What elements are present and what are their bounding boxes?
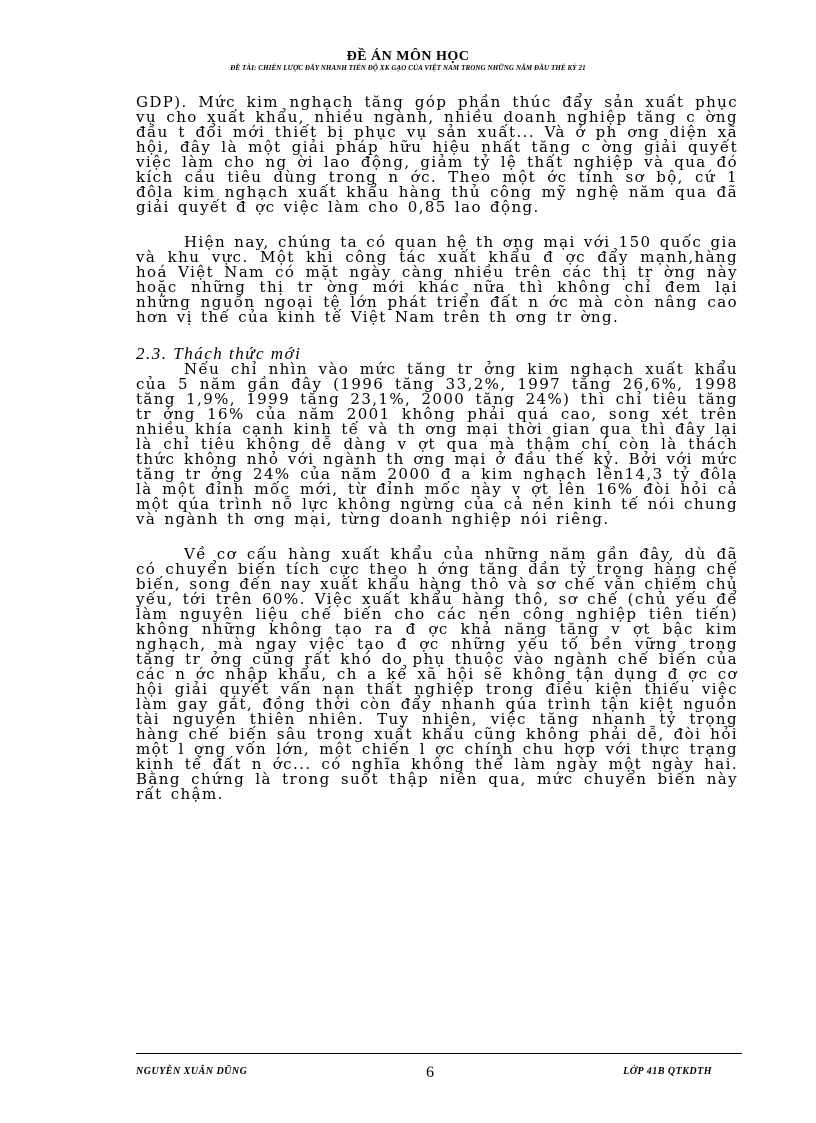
paragraph-3: Nếu chỉ nhìn vào mức tăng tr ởng kim nghạch xuất khẩu của 5 năm gần đây (1996 tăng 33,2%, 1997 tăng 26,6%, 1998 tăng 1,9%, 1999 tăng 23,1%, 2000 tăng 24%) thì chỉ tiêu tăng tr ởng 16% của năm 2001 không phải quá cao, song xét trên nhiều khía cạnh kinh tế và th ơng mại thời gian qua thì đây lại là chỉ tiêu không dễ dàng v ợt qua mà thậm chí còn là thách thức không nhỏ với ngành th ơng mại ở đầu thế kỷ. Bởi với mức tăng tr ởng 24% của năm 2000 đ a kim nghạch lên14,3 tỷ đôla là một đỉnh mốc mới, từ đỉnh mốc này v ợt lên 16% đòi hỏi cả một qúa trình nỗ lực không ngừng của cả nền kinh tế nói chung và ngành th ơng mại, từng doanh nghiệp nói riêng. bbox=[136, 360, 738, 528]
paragraph-gap bbox=[136, 527, 738, 547]
header-title: ĐỀ ÁN MÔN HỌC bbox=[346, 49, 470, 64]
page-number: 6 bbox=[426, 1064, 434, 1081]
header-subtitle: ĐỀ TÀI: CHIẾN LƯỢC ĐẨY NHANH TIẾN ĐỘ XK GẠO CỦA VIỆT NAM TRONG NHỮNG NĂM ĐẦU THẾ KỶ 21 bbox=[230, 64, 586, 72]
paragraph-2: Hiện nay, chúng ta có quan hệ th ơng mại với 150 quốc gia và khu vực. Một khi công tác xuất khẩu đ ợc đẩy mạnh,hàng hoá Việt Nam có mặt ngày càng nhiều trên các thị tr ờng này hoặc những thị tr ờng mới khác nữa thì không chỉ đem lại những nguồn ngoại tệ lớn phát triển đất n ớc mà còn nâng cao hơn vị thế của kinh tế Việt Nam trên th ơng tr ờng. bbox=[136, 233, 738, 326]
page-footer bbox=[136, 1064, 742, 1082]
paragraph-gap bbox=[136, 215, 738, 235]
paragraph-gap bbox=[136, 325, 738, 345]
paragraph-4: Về cơ cấu hàng xuất khẩu của những năm gần đây, dù đã có chuyển biến tích cực theo h ớng tăng dần tỷ trọng hàng chế biến, song đến nay xuất khẩu hàng thô và sơ chế vẫn chiếm chủ yếu, tới trên 60%. Việc xuất khẩu hàng thô, sơ chế (chủ yếu để làm nguyên liệu chế biến cho các nền công nghiệp tiên tiến) không những không tạo ra đ ợc khả năng tăng v ợt bậc kim nghạch, mà ngay việc tạo đ ợc những yếu tố bền vững trong tăng tr ởng cũng rất khó do phụ thuộc vào ngành chế biến của các n ớc nhập khẩu, ch a kể xã hội sẽ không tận dụng đ ợc cơ hội giải quyết vấn nạn thất nghiệp trong điều kiện thiếu việc làm gay gắt, đồng thời còn đẩy nhanh qúa trình tận kiệt nguồn tài nguyên thiên nhiên. Tuy nhiên, việc tăng nhanh tỷ trọng hàng chế biến sâu trong xuất khẩu cũng không phải dễ, đòi hỏi một l ợng vốn lớn, một chiến l ợc chính chu hợp với thực trạng kinh tế đất n ớc... có nghĩa không thể làm ngày một ngày hai. Bằng chứng là trong suốt thập niên qua, mức chuyển biến này rất chậm. bbox=[136, 545, 738, 803]
footer-author: NGUYỄN XUÂN DŨNG bbox=[136, 1066, 248, 1077]
document-body bbox=[136, 95, 738, 802]
footer-divider bbox=[136, 1053, 742, 1054]
footer-class: LỚP 41B QTKDTH bbox=[623, 1066, 712, 1077]
paragraph-1: GDP). Mức kim nghạch tăng góp phần thúc đẩy sản xuất phục vụ cho xuất khẩu, nhiều ngành, nhiều doanh nghiệp tăng c ờng đầu t đổi mới thiết bị phục vụ sản xuất... Và ở ph ơng diện xã hội, đây là một giải pháp hữu hiệu nhất tăng c ờng giải quyết việc làm cho ng ời lao động, giảm tỷ lệ thất nghiệp và qua đó kích cầu tiêu dùng trong n ớc. Theo một ớc tính sơ bộ, cứ 1 đôla kim nghạch xuất khẩu hàng thủ công mỹ nghệ năm qua đã giải quyết đ ợc việc làm cho 0,85 lao động. bbox=[136, 93, 738, 216]
page-header bbox=[0, 50, 816, 73]
section-heading: 2.3. Thách thức mới bbox=[136, 344, 302, 363]
